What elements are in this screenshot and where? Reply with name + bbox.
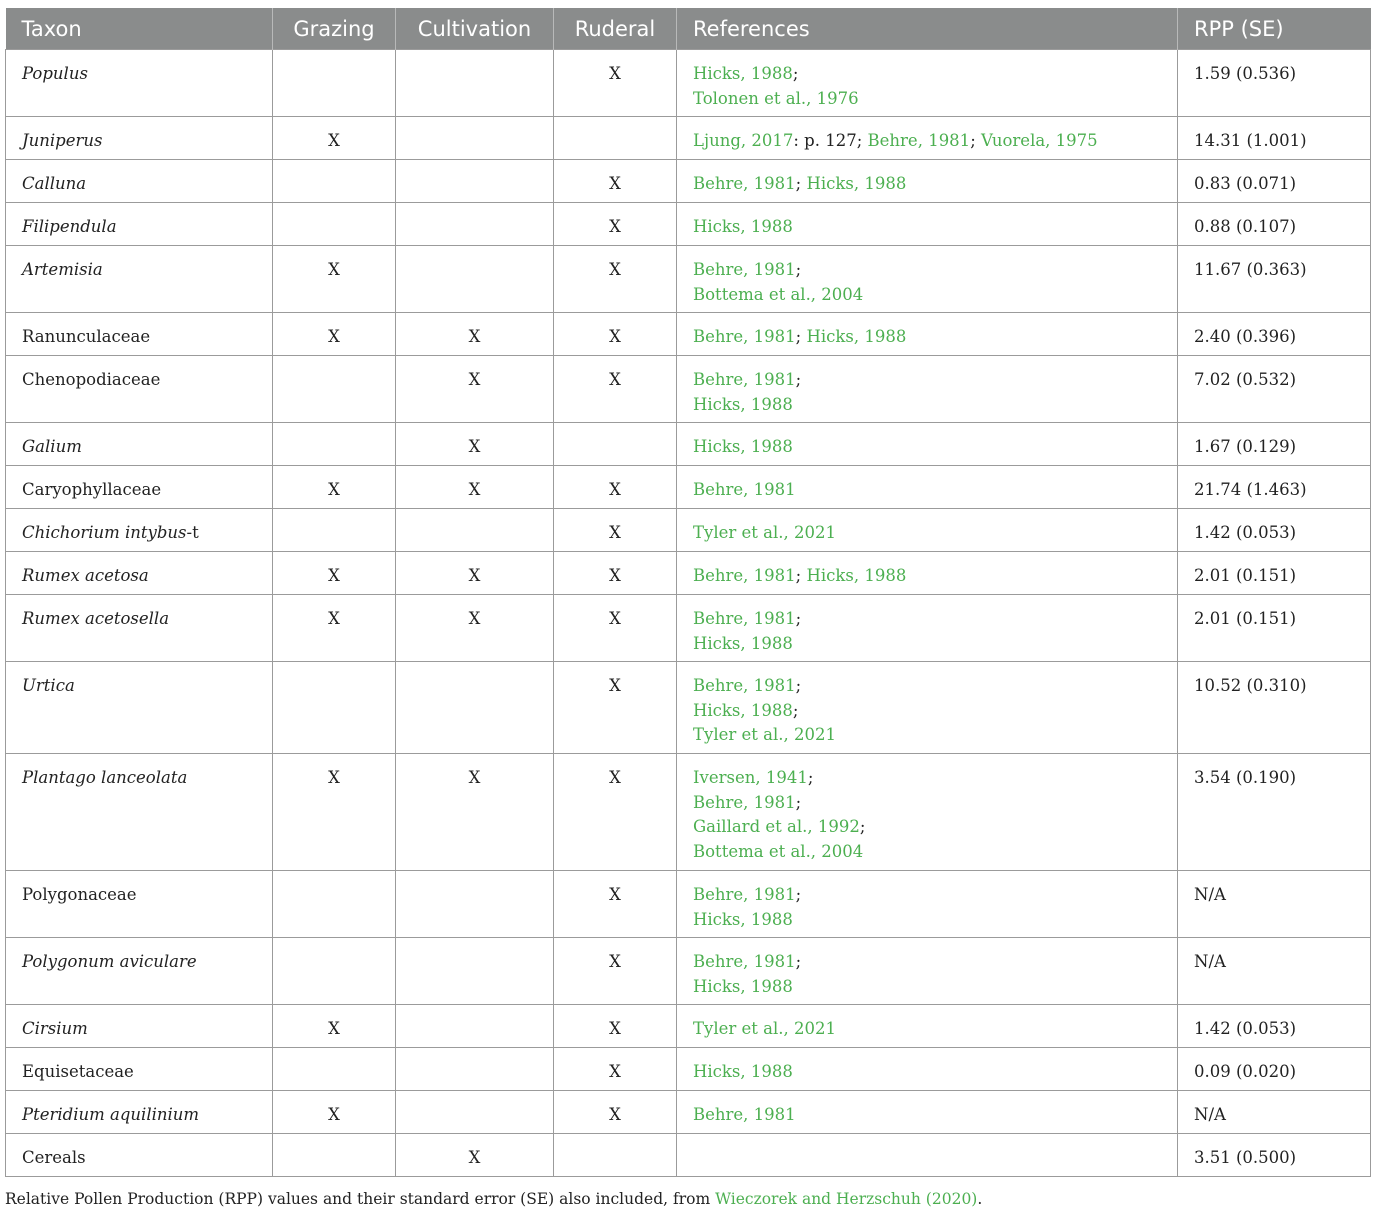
reference-link[interactable]: Hicks, 1988 <box>693 633 793 653</box>
reference-line <box>693 172 1173 197</box>
reference-link[interactable]: Hicks, 1988 <box>693 437 793 456</box>
reference-separator: ; <box>795 885 802 904</box>
rpp-cell: 0.09 (0.020) <box>1178 1048 1371 1091</box>
header-row <box>6 8 1371 50</box>
taxon-name: Plantago lanceolata <box>22 768 188 787</box>
taxon-name: Ranunculaceae <box>22 327 151 346</box>
cultivation-cell <box>396 938 554 1005</box>
reference-line <box>693 815 1173 840</box>
ruderal-cell: X <box>554 1048 677 1091</box>
reference-separator: ; <box>792 64 799 83</box>
reference-link[interactable]: Behre, 1981 <box>693 1105 796 1124</box>
reference-line <box>693 393 1173 418</box>
ruderal-cell <box>554 117 677 160</box>
reference-line <box>693 1017 1173 1042</box>
reference-separator: ; <box>807 768 814 787</box>
table-row <box>6 662 1371 754</box>
ruderal-cell: X <box>554 313 677 356</box>
reference-line <box>693 908 1173 933</box>
table-row <box>6 552 1371 595</box>
cultivation-cell: X <box>396 356 554 423</box>
ruderal-cell <box>554 423 677 466</box>
grazing-cell <box>273 423 396 466</box>
table-row <box>6 1134 1371 1177</box>
reference-link[interactable]: Tolonen et al., 1976 <box>693 88 859 108</box>
reference-line <box>693 368 1173 393</box>
grazing-cell <box>273 871 396 938</box>
cultivation-cell <box>396 1005 554 1048</box>
rpp-cell: 2.01 (0.151) <box>1178 595 1371 662</box>
references-cell <box>677 356 1178 423</box>
cultivation-cell <box>396 160 554 203</box>
taxon-cell <box>6 313 273 356</box>
table-row <box>6 160 1371 203</box>
reference-line <box>693 791 1173 816</box>
reference-link[interactable]: Hicks, 1988 <box>693 909 793 929</box>
reference-line <box>693 283 1173 308</box>
table-row <box>6 1091 1371 1134</box>
references-cell <box>677 552 1178 595</box>
rpp-cell: 2.01 (0.151) <box>1178 552 1371 595</box>
taxon-name: Chichorium intybus <box>22 523 187 542</box>
reference-separator: ; <box>795 609 802 628</box>
cultivation-cell: X <box>396 552 554 595</box>
ruderal-cell: X <box>554 509 677 552</box>
rpp-cell: 1.42 (0.053) <box>1178 1005 1371 1048</box>
references-cell <box>677 466 1178 509</box>
taxon-cell <box>6 117 273 160</box>
taxon-name: Cirsium <box>22 1019 88 1038</box>
taxon-name: Equisetaceae <box>22 1062 134 1081</box>
reference-link[interactable]: Behre, 1981 <box>693 952 796 971</box>
references-cell <box>677 313 1178 356</box>
reference-separator: ; <box>970 131 981 150</box>
table-row <box>6 203 1371 246</box>
rpp-cell: 0.83 (0.071) <box>1178 160 1371 203</box>
header-references: References <box>677 8 1178 50</box>
taxon-cell <box>6 466 273 509</box>
table-body <box>6 50 1371 1177</box>
rpp-cell: 14.31 (1.001) <box>1178 117 1371 160</box>
reference-link[interactable]: Iversen, 1941 <box>693 768 808 787</box>
ruderal-cell: X <box>554 203 677 246</box>
grazing-cell <box>273 356 396 423</box>
grazing-cell: X <box>273 466 396 509</box>
ruderal-cell: X <box>554 246 677 313</box>
reference-line <box>693 62 1173 87</box>
ruderal-cell: X <box>554 160 677 203</box>
references-cell <box>677 203 1178 246</box>
taxon-name: Populus <box>22 64 88 83</box>
reference-line <box>693 435 1173 460</box>
table-row <box>6 50 1371 117</box>
references-cell <box>677 50 1178 117</box>
reference-link[interactable]: Hicks, 1988 <box>806 327 907 346</box>
reference-separator: ; <box>795 174 807 193</box>
ruderal-cell: X <box>554 50 677 117</box>
taxon-cell <box>6 246 273 313</box>
reference-link[interactable]: Behre, 1981 <box>693 566 796 585</box>
taxon-name: Pteridium aquilinium <box>22 1105 200 1124</box>
taxon-cell <box>6 1005 273 1048</box>
taxon-name: Calluna <box>22 174 87 193</box>
reference-link[interactable]: Tyler et al., 2021 <box>693 523 836 542</box>
reference-line <box>693 766 1173 791</box>
taxon-name: Juniperus <box>22 131 103 150</box>
reference-link[interactable]: Vuorela, 1975 <box>981 131 1098 150</box>
ruderal-cell: X <box>554 1005 677 1048</box>
reference-line <box>693 258 1173 283</box>
taxon-name: Chenopodiaceae <box>22 370 161 389</box>
cultivation-cell: X <box>396 466 554 509</box>
references-cell <box>677 595 1178 662</box>
reference-link[interactable]: Behre, 1981 <box>693 885 796 904</box>
reference-line <box>693 840 1173 865</box>
table-row <box>6 117 1371 160</box>
rpp-cell: 1.59 (0.536) <box>1178 50 1371 117</box>
rpp-cell: 1.67 (0.129) <box>1178 423 1371 466</box>
cultivation-cell <box>396 117 554 160</box>
table-caption <box>5 1190 982 1208</box>
rpp-cell: 3.51 (0.500) <box>1178 1134 1371 1177</box>
ruderal-cell: X <box>554 871 677 938</box>
grazing-cell <box>273 160 396 203</box>
cultivation-cell <box>396 871 554 938</box>
reference-line <box>693 723 1173 748</box>
cultivation-cell <box>396 246 554 313</box>
rpp-cell: N/A <box>1178 871 1371 938</box>
references-cell <box>677 1005 1178 1048</box>
taxon-cell <box>6 1048 273 1091</box>
reference-link[interactable]: Behre, 1981 <box>693 260 796 279</box>
taxon-name: Rumex acetosella <box>22 609 170 628</box>
table-row <box>6 313 1371 356</box>
taxon-cell <box>6 1134 273 1177</box>
taxon-name: Polygonaceae <box>22 885 137 904</box>
taxa-table <box>5 8 1371 1177</box>
taxon-cell <box>6 552 273 595</box>
reference-link[interactable]: Hicks, 1988 <box>693 394 793 414</box>
cultivation-cell <box>396 662 554 754</box>
references-cell <box>677 871 1178 938</box>
taxon-cell <box>6 1091 273 1134</box>
ruderal-cell: X <box>554 595 677 662</box>
taxon-name: Galium <box>22 437 82 456</box>
reference-line <box>693 215 1173 240</box>
reference-line <box>693 325 1173 350</box>
reference-link[interactable]: Behre, 1981 <box>693 327 796 346</box>
grazing-cell: X <box>273 552 396 595</box>
taxon-cell <box>6 50 273 117</box>
reference-link[interactable]: Gaillard et al., 1992 <box>693 817 860 836</box>
reference-link[interactable]: Behre, 1981 <box>693 370 796 389</box>
header-ruderal: Ruderal <box>554 8 677 50</box>
references-cell <box>677 754 1178 871</box>
header-rpp: RPP (SE) <box>1178 8 1371 50</box>
cultivation-cell <box>396 1091 554 1134</box>
rpp-cell: 21.74 (1.463) <box>1178 466 1371 509</box>
grazing-cell <box>273 203 396 246</box>
reference-line <box>693 975 1173 1000</box>
reference-separator: ; <box>795 566 807 585</box>
rpp-cell: N/A <box>1178 938 1371 1005</box>
grazing-cell: X <box>273 1005 396 1048</box>
table-row <box>6 595 1371 662</box>
reference-link[interactable]: Tyler et al., 2021 <box>693 1019 836 1038</box>
cultivation-cell <box>396 203 554 246</box>
rpp-cell: 0.88 (0.107) <box>1178 203 1371 246</box>
taxon-name: Artemisia <box>22 260 103 279</box>
reference-link[interactable]: Hicks, 1988 <box>693 217 793 236</box>
cultivation-cell: X <box>396 1134 554 1177</box>
taxon-cell <box>6 356 273 423</box>
rpp-cell: N/A <box>1178 1091 1371 1134</box>
grazing-cell: X <box>273 117 396 160</box>
references-cell <box>677 1091 1178 1134</box>
taxon-cell <box>6 754 273 871</box>
reference-line <box>693 1060 1173 1085</box>
table-row <box>6 1005 1371 1048</box>
taxon-cell <box>6 203 273 246</box>
reference-line <box>693 950 1173 975</box>
table-row <box>6 466 1371 509</box>
cultivation-cell <box>396 509 554 552</box>
reference-link[interactable]: Behre, 1981 <box>693 480 796 499</box>
taxon-cell <box>6 662 273 754</box>
reference-line <box>693 564 1173 589</box>
rpp-cell: 11.67 (0.363) <box>1178 246 1371 313</box>
ruderal-cell: X <box>554 466 677 509</box>
rpp-cell: 3.54 (0.190) <box>1178 754 1371 871</box>
reference-link[interactable]: Hicks, 1988 <box>693 64 793 83</box>
ruderal-cell: X <box>554 552 677 595</box>
grazing-cell <box>273 662 396 754</box>
reference-link[interactable]: Behre, 1981 <box>693 609 796 628</box>
cultivation-cell: X <box>396 754 554 871</box>
reference-link[interactable]: Ljung, 2017 <box>693 131 794 150</box>
cultivation-cell: X <box>396 313 554 356</box>
reference-link[interactable]: Behre, 1981 <box>867 131 971 150</box>
taxon-cell <box>6 509 273 552</box>
reference-line <box>693 129 1173 154</box>
reference-link[interactable]: Tyler et al., 2021 <box>693 725 836 744</box>
references-cell <box>677 246 1178 313</box>
ruderal-cell <box>554 1134 677 1177</box>
header-grazing: Grazing <box>273 8 396 50</box>
reference-separator: ; <box>859 817 866 836</box>
reference-link[interactable]: Behre, 1981 <box>693 174 796 193</box>
reference-separator: ; <box>795 370 802 389</box>
caption-end: . <box>977 1190 983 1208</box>
references-cell <box>677 662 1178 754</box>
references-cell <box>677 509 1178 552</box>
taxon-name: Caryophyllaceae <box>22 480 162 499</box>
taxon-cell <box>6 938 273 1005</box>
taxon-cell <box>6 595 273 662</box>
grazing-cell <box>273 509 396 552</box>
caption-link[interactable]: Wieczorek and Herzschuh (2020) <box>715 1190 978 1208</box>
cultivation-cell <box>396 50 554 117</box>
reference-line <box>693 607 1173 632</box>
reference-line <box>693 1103 1173 1128</box>
reference-link[interactable]: Hicks, 1988 <box>806 566 907 585</box>
caption-text: Relative Pollen Production (RPP) values and their standard error (SE) also included, from <box>5 1190 716 1208</box>
ruderal-cell: X <box>554 1091 677 1134</box>
references-cell <box>677 423 1178 466</box>
reference-link[interactable]: Bottema et al., 2004 <box>693 841 864 861</box>
rpp-cell: 7.02 (0.532) <box>1178 356 1371 423</box>
references-cell <box>677 117 1178 160</box>
cultivation-cell <box>396 1048 554 1091</box>
reference-link[interactable]: Bottema et al., 2004 <box>693 284 864 304</box>
taxon-name: Cereals <box>22 1148 86 1167</box>
ruderal-cell: X <box>554 662 677 754</box>
ruderal-cell: X <box>554 938 677 1005</box>
reference-line <box>693 521 1173 546</box>
grazing-cell <box>273 1134 396 1177</box>
reference-separator: ; <box>795 792 802 812</box>
table-row <box>6 754 1371 871</box>
grazing-cell: X <box>273 595 396 662</box>
header-cultivation: Cultivation <box>396 8 554 50</box>
reference-separator: ; <box>795 260 802 279</box>
reference-line <box>693 478 1173 503</box>
reference-link[interactable]: Hicks, 1988 <box>806 174 907 193</box>
reference-line <box>693 87 1173 112</box>
reference-link[interactable]: Behre, 1981 <box>693 676 796 695</box>
table-row <box>6 246 1371 313</box>
reference-line <box>693 674 1173 699</box>
taxon-name: Filipendula <box>22 217 117 236</box>
references-cell <box>677 1048 1178 1091</box>
reference-line <box>693 699 1173 724</box>
references-cell <box>677 160 1178 203</box>
reference-link[interactable]: Behre, 1981 <box>693 792 796 812</box>
cultivation-cell: X <box>396 423 554 466</box>
grazing-cell <box>273 50 396 117</box>
grazing-cell: X <box>273 1091 396 1134</box>
reference-separator: ; <box>795 676 802 695</box>
table-row <box>6 1048 1371 1091</box>
grazing-cell: X <box>273 754 396 871</box>
cultivation-cell: X <box>396 595 554 662</box>
references-cell <box>677 1134 1178 1177</box>
table-row <box>6 356 1371 423</box>
ruderal-cell: X <box>554 754 677 871</box>
taxon-name: Polygonum aviculare <box>22 952 197 971</box>
rpp-cell: 1.42 (0.053) <box>1178 509 1371 552</box>
grazing-cell <box>273 938 396 1005</box>
table-row <box>6 423 1371 466</box>
rpp-cell: 2.40 (0.396) <box>1178 313 1371 356</box>
taxon-name: Rumex acetosa <box>22 566 149 585</box>
taxon-cell <box>6 871 273 938</box>
reference-line <box>693 883 1173 908</box>
table-row <box>6 871 1371 938</box>
reference-line <box>693 632 1173 657</box>
taxon-suffix: -t <box>186 523 199 542</box>
grazing-cell: X <box>273 313 396 356</box>
taxon-name: Urtica <box>22 676 75 695</box>
reference-link[interactable]: Hicks, 1988 <box>693 976 793 996</box>
ruderal-cell: X <box>554 356 677 423</box>
rpp-cell: 10.52 (0.310) <box>1178 662 1371 754</box>
references-cell <box>677 938 1178 1005</box>
reference-separator: ; <box>792 700 799 720</box>
reference-separator: ; <box>795 327 807 346</box>
reference-separator: ; <box>795 952 802 971</box>
reference-link[interactable]: Hicks, 1988 <box>693 700 793 720</box>
reference-link[interactable]: Hicks, 1988 <box>693 1062 793 1081</box>
table-row <box>6 509 1371 552</box>
taxon-cell <box>6 423 273 466</box>
reference-separator: : p. 127; <box>793 131 868 150</box>
grazing-cell <box>273 1048 396 1091</box>
header-taxon: Taxon <box>6 8 273 50</box>
table-row <box>6 938 1371 1005</box>
taxon-cell <box>6 160 273 203</box>
grazing-cell: X <box>273 246 396 313</box>
